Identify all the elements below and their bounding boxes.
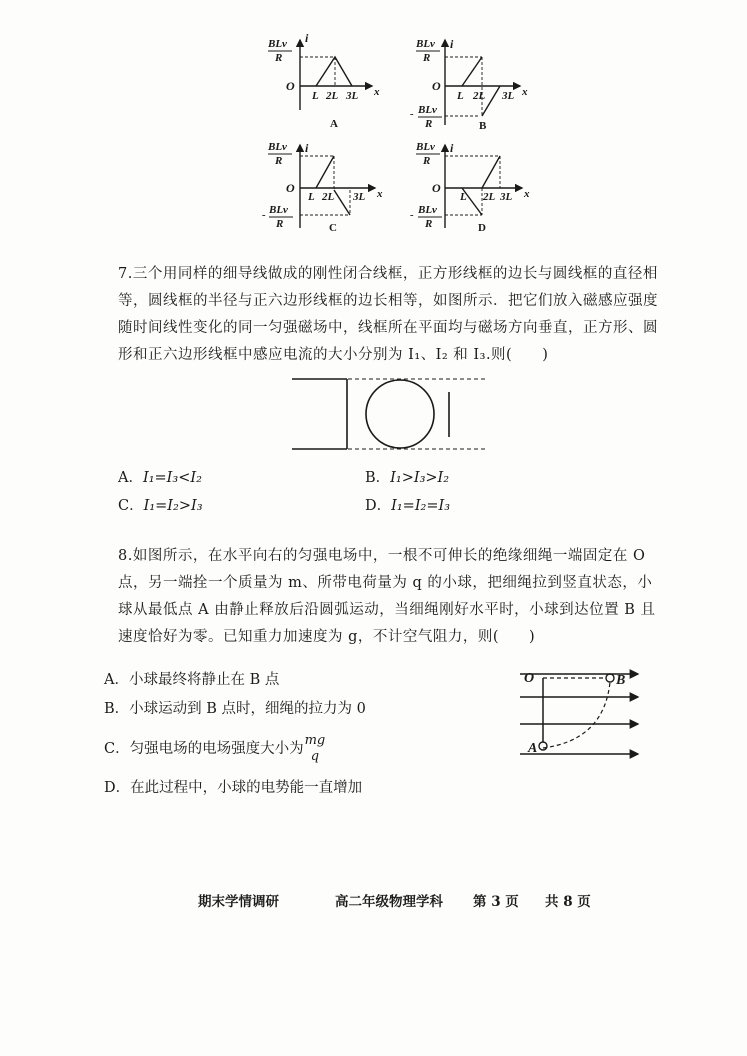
- graph-a-top-den: R: [275, 52, 283, 64]
- question-8-figure: [0, 660, 747, 770]
- graph-a-caption: A: [330, 118, 338, 130]
- fraction-numerator: mg: [304, 733, 326, 748]
- graph-b-neg-sign: -: [410, 108, 414, 120]
- graph-a-origin: O: [286, 79, 295, 93]
- question-7-figure: [0, 375, 747, 455]
- graph-b-neg-den: R: [425, 118, 433, 130]
- graph-b-caption: B: [479, 120, 487, 132]
- question-8-option-d[interactable]: D．在此过程中，小球的电势能一直增加: [104, 780, 363, 796]
- graph-b-top-den: R: [423, 52, 431, 64]
- graph-a-axis-y: i: [305, 31, 309, 45]
- graph-c-tick-2l: 2L: [322, 191, 335, 203]
- fraction-denominator: q: [310, 749, 320, 764]
- question-8-option-a[interactable]: A．小球最终将静止在 B 点: [104, 672, 280, 688]
- point-b-label: B: [616, 673, 626, 688]
- graph-b-tick-3l: 3L: [502, 90, 515, 102]
- question-7-option-b[interactable]: B．I₁>I₃>I₂: [365, 470, 450, 486]
- graph-c-neg-num: BLv: [269, 204, 288, 216]
- point-o-label: O: [524, 671, 535, 686]
- graph-c-neg-sign: -: [262, 209, 266, 221]
- graph-b-top-num: BLv: [416, 38, 435, 50]
- graph-d-tick-2l: 2L: [483, 191, 496, 203]
- graph-a-tick-2l: 2L: [326, 90, 339, 102]
- graph-d-top-den: R: [423, 155, 431, 167]
- question-8-text: 8.如图所示，在水平向右的匀强电场中，一根不可伸长的绝缘细绳一端固定在 O 点，另一端拴一个质量为 m、所带电荷量为 q 的小球，把细绳拉到竖直状态，小球从最低点 A 由静止释放后沿圆弧运动，当细绳刚好水平时，小球到达位置 B 且速度恰好为零。已知重力加速度为 g，不计空气阻力，则( ): [118, 548, 656, 645]
- graph-a: [267, 31, 380, 130]
- point-a-label: A: [528, 741, 538, 756]
- graph-b: [410, 37, 528, 132]
- graph-b-tick-2l: 2L: [473, 90, 486, 102]
- graph-c: [262, 141, 383, 234]
- question-8-option-c[interactable]: C．匀强电场的电场强度大小为 mg q: [104, 733, 326, 764]
- question-7-option-d[interactable]: D．I₁=I₂=I₃: [365, 498, 451, 514]
- graph-c-tick-3l: 3L: [353, 191, 366, 203]
- graph-d-neg-sign: -: [410, 209, 414, 221]
- graph-a-axis-x: x: [374, 86, 380, 98]
- graph-d: [410, 141, 530, 234]
- footer-page-number: 第 3 页: [473, 894, 519, 910]
- graph-c-caption: C: [329, 222, 337, 234]
- graph-panel: [0, 0, 747, 250]
- graph-d-axis-y: i: [450, 141, 454, 155]
- graph-c-neg-den: R: [276, 218, 284, 230]
- question-7-option-a[interactable]: A．I₁=I₃<I₂: [118, 470, 202, 486]
- graph-c-axis-y: i: [305, 141, 309, 155]
- graph-a-tick-3l: 3L: [346, 90, 359, 102]
- graph-d-tick-3l: 3L: [500, 191, 513, 203]
- footer-page-total: 共 8 页: [545, 894, 591, 910]
- graph-d-axis-x: x: [524, 188, 530, 200]
- question-7-text: 7.三个用同样的细导线做成的刚性闭合线框，正方形线框的边长与圆线框的直径相等，圆线框的半径与正六边形线框的边长相等，如图所示．把它们放入磁感应强度随时间线性变化的同一匀强磁场中，线框所在平面均与磁场方向垂直，正方形、圆形和正六边形线框中感应电流的大小分别为 I₁、I₂ 和 I₃.则( ): [118, 266, 658, 363]
- footer-exam-name: 期末学情调研: [198, 894, 279, 910]
- graph-c-origin: O: [286, 181, 295, 195]
- graph-b-neg-num: BLv: [418, 104, 437, 116]
- footer-subject: 高二年级物理学科: [335, 894, 443, 910]
- graph-d-origin: O: [432, 181, 441, 195]
- graph-b-tick-l: L: [457, 90, 464, 102]
- graph-b-axis-y: i: [450, 37, 454, 51]
- ball-at-b: [606, 674, 614, 682]
- graph-d-neg-num: BLv: [418, 204, 437, 216]
- graph-d-tick-l: L: [460, 191, 467, 203]
- question-7-option-c[interactable]: C．I₁=I₂>I₃: [118, 498, 203, 514]
- graph-d-neg-den: R: [425, 218, 433, 230]
- graph-c-top-num: BLv: [268, 141, 287, 153]
- graph-d-caption: D: [478, 222, 486, 234]
- graph-c-tick-l: L: [308, 191, 315, 203]
- ball-at-a: [539, 742, 547, 750]
- graph-d-top-num: BLv: [416, 141, 435, 153]
- graph-a-top-num: BLv: [268, 38, 287, 50]
- circle-frame: [366, 380, 434, 448]
- graph-b-origin: O: [432, 79, 441, 93]
- question-8-option-b[interactable]: B．小球运动到 B 点时，细绳的拉力为 0: [104, 701, 366, 717]
- graph-a-tick-l: L: [312, 90, 319, 102]
- graph-c-top-den: R: [275, 155, 283, 167]
- graph-b-axis-x: x: [522, 86, 528, 98]
- graph-c-axis-x: x: [377, 188, 383, 200]
